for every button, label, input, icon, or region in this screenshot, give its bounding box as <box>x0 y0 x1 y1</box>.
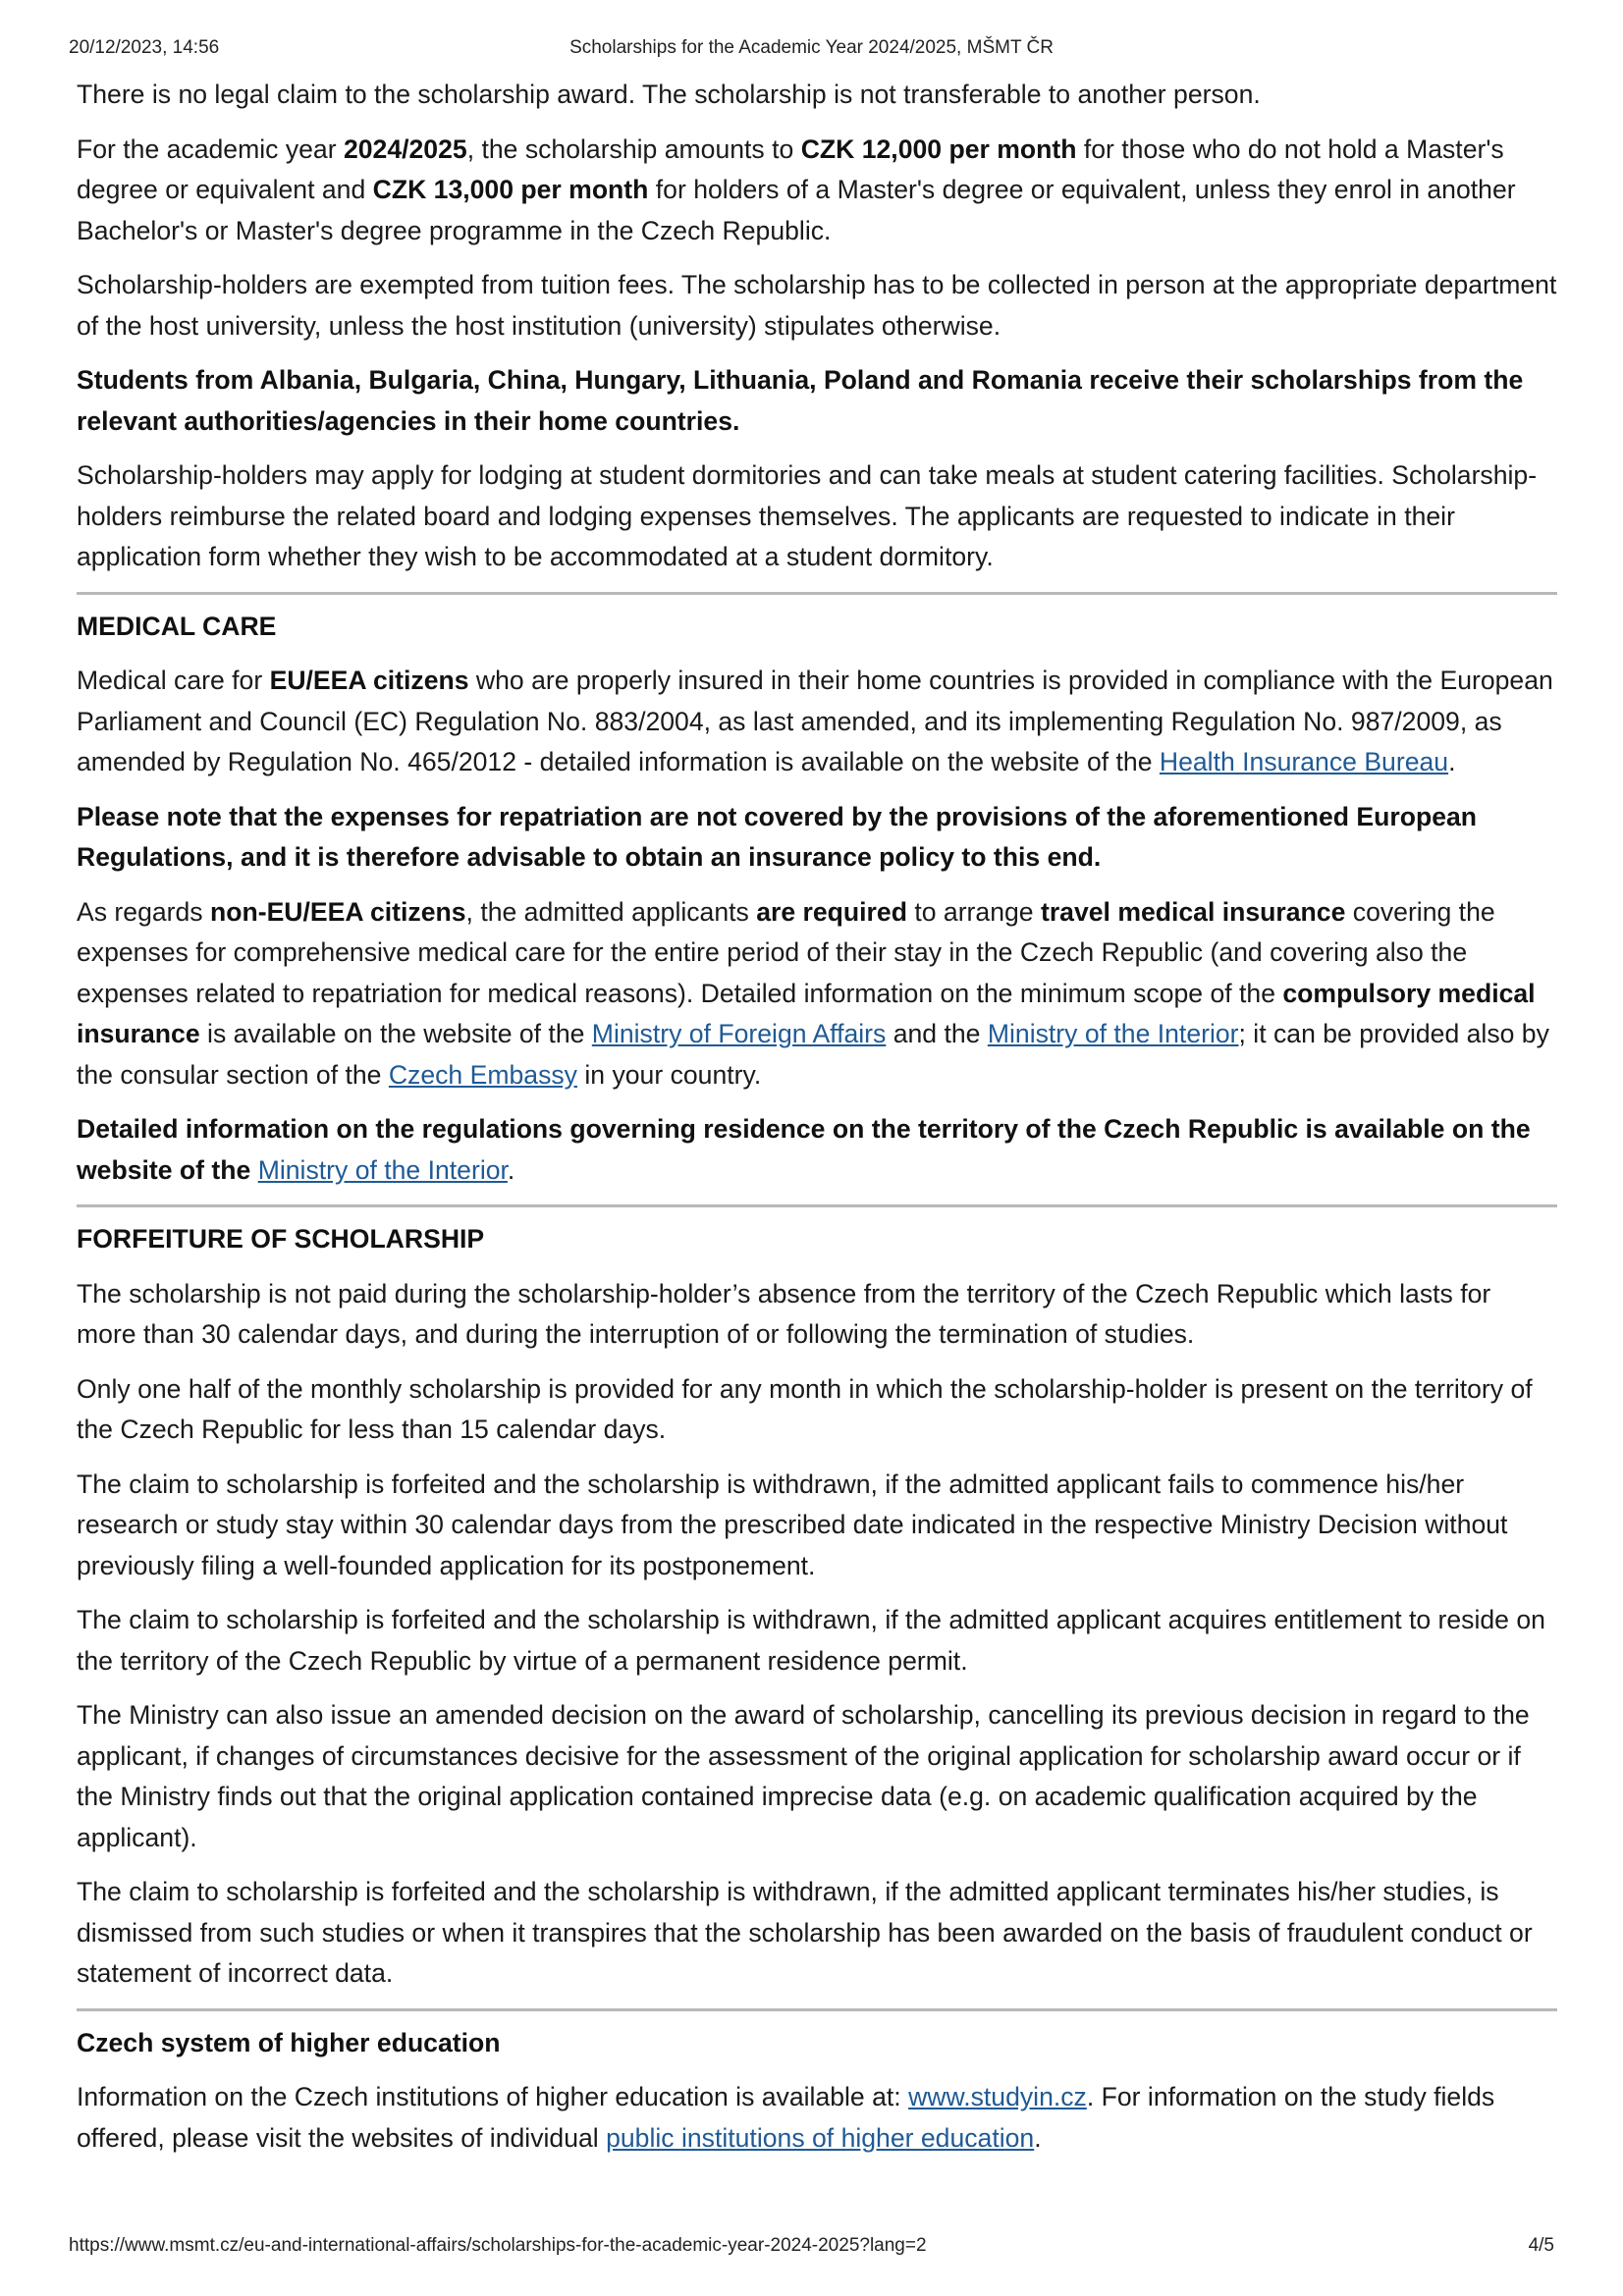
paragraph-countries: Students from Albania, Bulgaria, China, Hungary, Lithuania, Poland and Romania receive their scholarships from the relevant authorities/agencies in their home countries. <box>77 365 1524 436</box>
link-czech-embassy[interactable]: Czech Embassy <box>388 1059 577 1090</box>
link-public-institutions[interactable]: public institutions of higher education <box>606 2122 1035 2153</box>
section-divider <box>77 2008 1557 2011</box>
link-ministry-interior[interactable]: Ministry of the Interior <box>987 1019 1239 1048</box>
link-ministry-interior-residence[interactable]: Ministry of the Interior <box>257 1154 508 1185</box>
heading-higher-education: Czech system of higher education <box>77 2027 501 2057</box>
print-date: 20/12/2023, 14:56 <box>69 37 220 58</box>
article-content <box>77 75 1557 2172</box>
print-footer <box>69 2235 1554 2263</box>
paragraph-forfeiture-amended: The Ministry can also issue an amended decision on the award of scholarship, cancelling its previous decision in regard to the applicant, if changes of circumstances decisive for the assessment of the original application for scholarship award occur or if the Ministry finds out that the original application contained imprecise data (e.g. on academic qualification acquired by the applicant). <box>77 1700 1530 1852</box>
paragraph-legal-claim: There is no legal claim to the scholarship award. The scholarship is not transferable to another person. <box>77 80 1261 109</box>
paragraph-forfeiture-half: Only one half of the monthly scholarship is provided for any month in which the scholarship-holder is present on the territory of the Czech Republic for less than 15 calendar days. <box>77 1373 1533 1444</box>
amount-masters: CZK 13,000 per month <box>372 175 649 204</box>
heading-forfeiture: FORFEITURE OF SCHOLARSHIP <box>77 1224 485 1254</box>
link-ministry-foreign-affairs[interactable]: Ministry of Foreign Affairs <box>591 1019 887 1048</box>
print-url: https://www.msmt.cz/eu-and-international-affairs/scholarships-for-the-academic-year-2024-2025?lang=2 <box>69 2235 927 2256</box>
amount-no-masters: CZK 12,000 per month <box>800 133 1077 164</box>
paragraph-non-eu-medical: As regards non-EU/EEA citizens, the admitted applicants are required to arrange travel medical insurance covering the expenses for comprehensive medical care for the entire period of their stay in the Czech Republic (and covering also the expenses related to repatriation for medical reasons). Detailed information on the minimum scope of the compulsory medical insurance is available on the website of the Ministry of Foreign Affairs and the Ministry of the Interior; it can be provided also by the consular section of the Czech Embassy in your country. <box>77 896 1549 1090</box>
section-divider <box>77 592 1557 595</box>
section-divider <box>77 1204 1557 1207</box>
paragraph-higher-education: Information on the Czech institutions of higher education is available at: www.studyin.cz. For information on the study fields offered, please visit the websites of individual public institutions of higher education. <box>77 2082 1495 2153</box>
paragraph-forfeiture-commence: The claim to scholarship is forfeited and the scholarship is withdrawn, if the admitted applicant fails to commence his/her research or study stay within 30 calendar days from the prescribed date indicated in the respective Ministry Decision without previously filing a well-founded application for its postponement. <box>77 1468 1508 1580</box>
page-number: 4/5 <box>1528 2235 1554 2256</box>
paragraph-tuition: Scholarship-holders are exempted from tuition fees. The scholarship has to be collected in person at the appropriate department of the host university, unless the host institution (university) stipulates otherwise. <box>77 270 1557 341</box>
paragraph-eu-medical: Medical care for EU/EEA citizens who are properly insured in their home countries is provided in compliance with the European Parliament and Council (EC) Regulation No. 883/2004, as last amended, and its implementing Regulation No. 987/2009, as amended by Regulation No. 465/2012 - detailed information is available on the website of the Health Insurance Bureau. <box>77 666 1553 776</box>
print-page-title: Scholarships for the Academic Year 2024/2025, MŠMT ČR <box>569 37 1054 58</box>
link-studyin[interactable]: www.studyin.cz <box>908 2082 1087 2111</box>
paragraph-residence: Detailed information on the regulations governing residence on the territory of the Czech Republic is available on the website of the Ministry of the Interior. <box>77 1114 1531 1185</box>
link-health-insurance-bureau[interactable]: Health Insurance Bureau <box>1159 747 1449 776</box>
paragraph-forfeiture-residence: The claim to scholarship is forfeited and the scholarship is withdrawn, if the admitted applicant acquires entitlement to reside on the territory of the Czech Republic by virtue of a permanent residence permit. <box>77 1605 1545 1676</box>
paragraph-scholarship-amount: For the academic year 2024/2025, the scholarship amounts to CZK 12,000 per month for those who do not hold a Master's degree or equivalent and CZK 13,000 per month for holders of a Master's degree or equivalent, unless they enrol in another Bachelor's or Master's degree programme in the Czech Republic. <box>77 133 1516 245</box>
paragraph-forfeiture-terminate: The claim to scholarship is forfeited and the scholarship is withdrawn, if the admitted applicant terminates his/her studies, is dismissed from such studies or when it transpires that the scholarship has been awarded on the basis of fraudulent conduct or statement of incorrect data. <box>77 1877 1533 1988</box>
paragraph-lodging: Scholarship-holders may apply for lodging at student dormitories and can take meals at student catering facilities. Scholarship-holders reimburse the related board and lodging expenses themselves. The applicants are requested to indicate in their application form whether they wish to be accommodated at a student dormitory. <box>77 460 1538 571</box>
heading-medical-care: MEDICAL CARE <box>77 611 277 641</box>
paragraph-forfeiture-absence: The scholarship is not paid during the scholarship-holder’s absence from the territory of the Czech Republic which lasts for more than 30 calendar days, and during the interruption of or following the termination of studies. <box>77 1278 1491 1349</box>
paragraph-repatriation: Please note that the expenses for repatriation are not covered by the provisions of the aforementioned European Regulations, and it is therefore advisable to obtain an insurance policy to this end. <box>77 801 1478 872</box>
academic-year: 2024/2025 <box>343 133 467 164</box>
print-header <box>69 37 1554 65</box>
